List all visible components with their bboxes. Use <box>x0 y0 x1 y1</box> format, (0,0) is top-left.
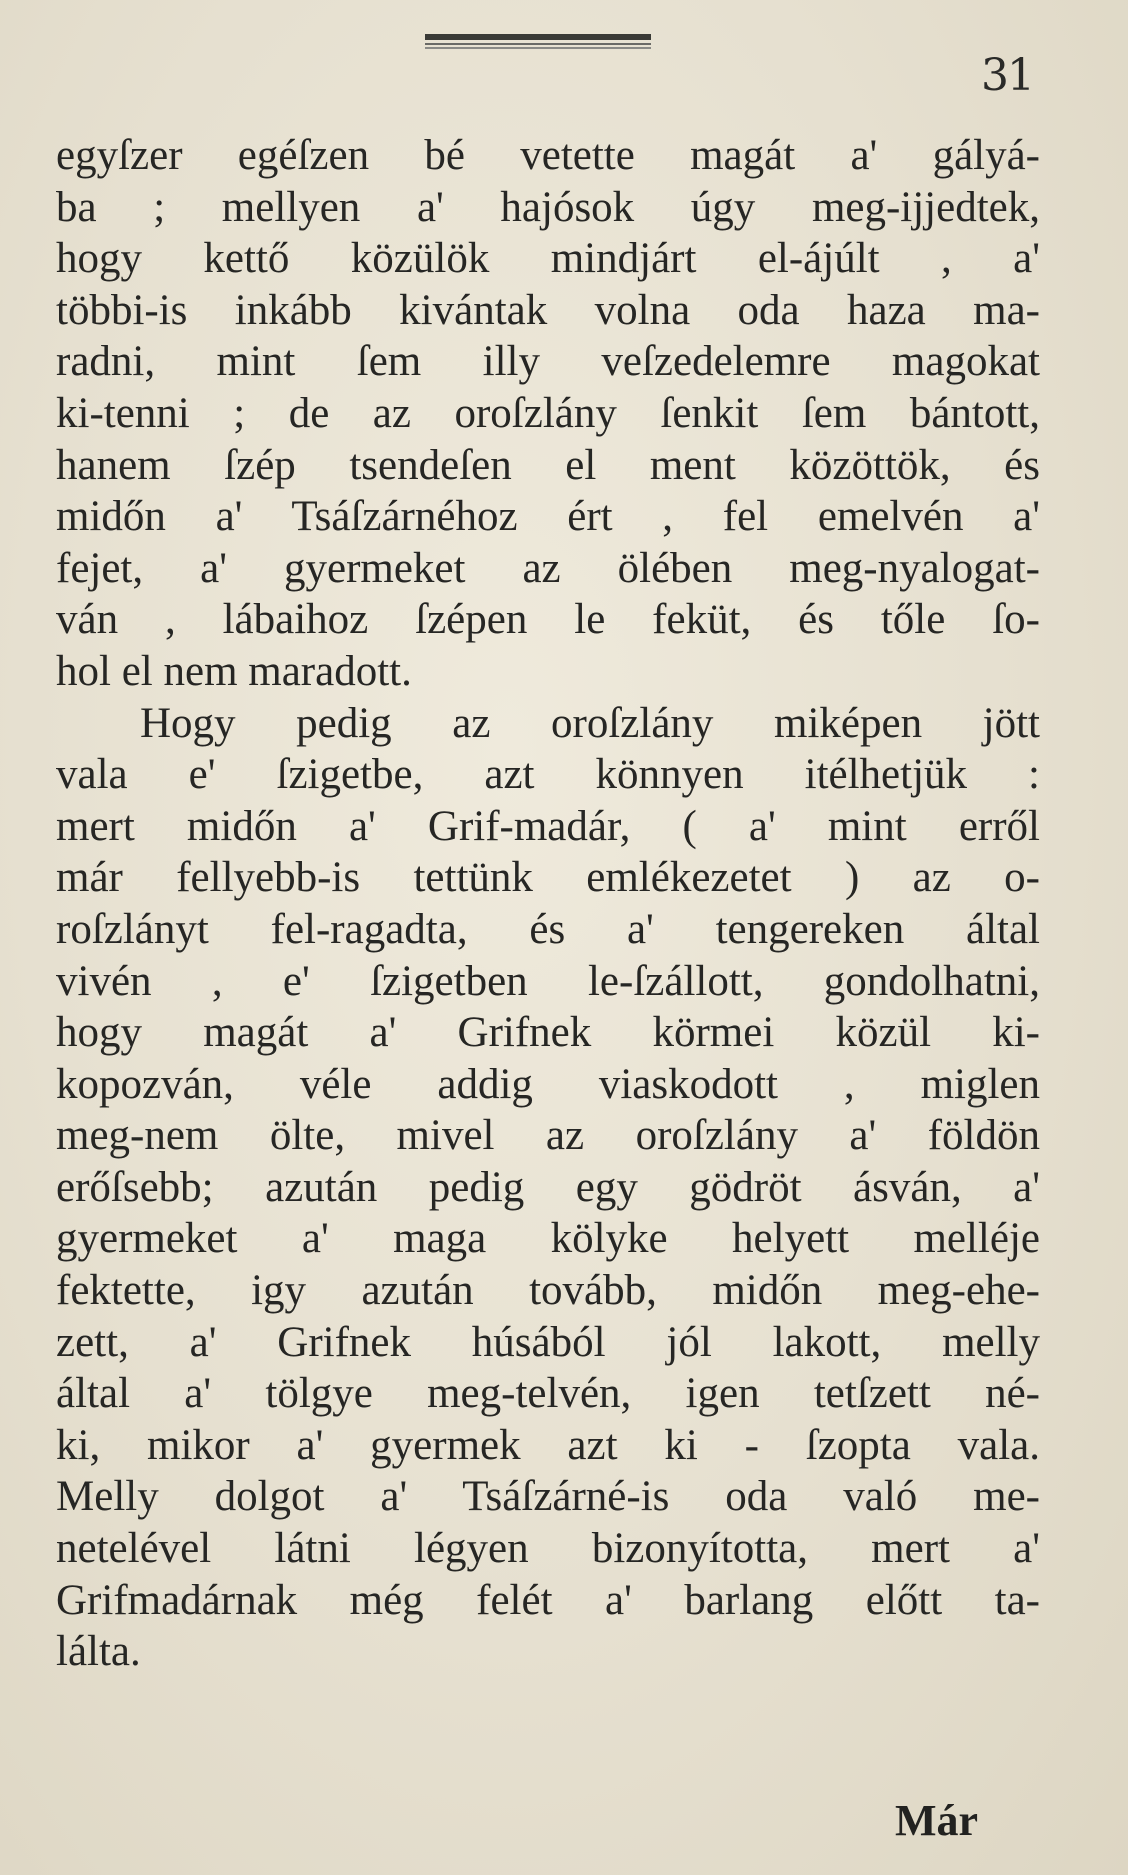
text-line: ki, mikor a' gyermek azt ki - ſzopta vala. <box>56 1421 1040 1469</box>
text-line: többi-is inkább kivántak volna oda haza ma- <box>56 286 1040 334</box>
text-line: gyermeket a' maga kölyke helyett melléje <box>56 1215 1040 1263</box>
catchword: Már <box>894 1796 978 1845</box>
page-number: 31 <box>981 50 1033 101</box>
text-line: midőn a' Tsáſzárnéhoz ért , fel emelvén a' <box>56 493 1040 541</box>
text-line: egyſzer egéſzen bé vetette magát a' gályá- <box>56 132 1040 179</box>
text-line: netelével látni légyen bizonyította, mert a' <box>56 1525 1040 1573</box>
text-line: vivén , e' ſzigetben le-ſzállott, gondolhatni, <box>56 957 1040 1005</box>
text-line: fejet, a' gyermeket az ölében meg-nyalogat- <box>56 544 1040 592</box>
text-line: kopozván, véle addig viaskodott , miglen <box>56 1060 1040 1108</box>
text-line: roſzlányt fel-ragadta, és a' tengereken által <box>56 905 1040 953</box>
text-line: hanem ſzép tsendeſen el ment közöttök, és <box>56 441 1040 489</box>
text-line: erőſsebb; azután pedig egy gödröt ásván, a' <box>56 1163 1040 1211</box>
text-line: ba ; mellyen a' hajósok úgy meg-ijjedtek, <box>56 183 1040 231</box>
body-text <box>56 130 1040 1678</box>
text-line: Melly dolgot a' Tsáſzárné-is oda való me- <box>56 1473 1040 1521</box>
text-line: ván , lábaihoz ſzépen le feküt, és tőle ſo- <box>56 596 1040 644</box>
text-line: ki-tenni ; de az oroſzlány ſenkit ſem bántott, <box>56 389 1040 437</box>
text-line: mert midőn a' Grif-madár, ( a' mint erről <box>56 802 1040 850</box>
text-line: Grifmadárnak még felét a' barlang előtt ta- <box>56 1576 1040 1624</box>
header-rule <box>425 34 651 52</box>
text-line: hol el nem maradott. <box>56 647 412 695</box>
text-line: fektette, igy azután tovább, midőn meg-ehe- <box>56 1267 1040 1315</box>
text-line: hogy magát a' Grifnek körmei közül ki- <box>56 1009 1040 1057</box>
text-line: lálta. <box>56 1628 141 1676</box>
text-line: hogy kettő közülök mindjárt el-ájúlt , a' <box>56 235 1040 283</box>
text-line: vala e' ſzigetbe, azt könnyen itélhetjük : <box>56 751 1040 799</box>
text-line: radni, mint ſem illy veſzedelemre magokat <box>56 338 1040 386</box>
text-line: által a' tölgye meg-telvén, igen tetſzett né- <box>56 1370 1040 1418</box>
text-line: meg-nem ölte, mivel az oroſzlány a' földön <box>56 1112 1040 1160</box>
text-line: Hogy pedig az oroſzlány miképen jött <box>140 699 1040 747</box>
text-line: már fellyebb-is tettünk emlékezetet ) az o- <box>56 854 1040 902</box>
text-line: zett, a' Grifnek húsából jól lakott, melly <box>56 1318 1040 1366</box>
